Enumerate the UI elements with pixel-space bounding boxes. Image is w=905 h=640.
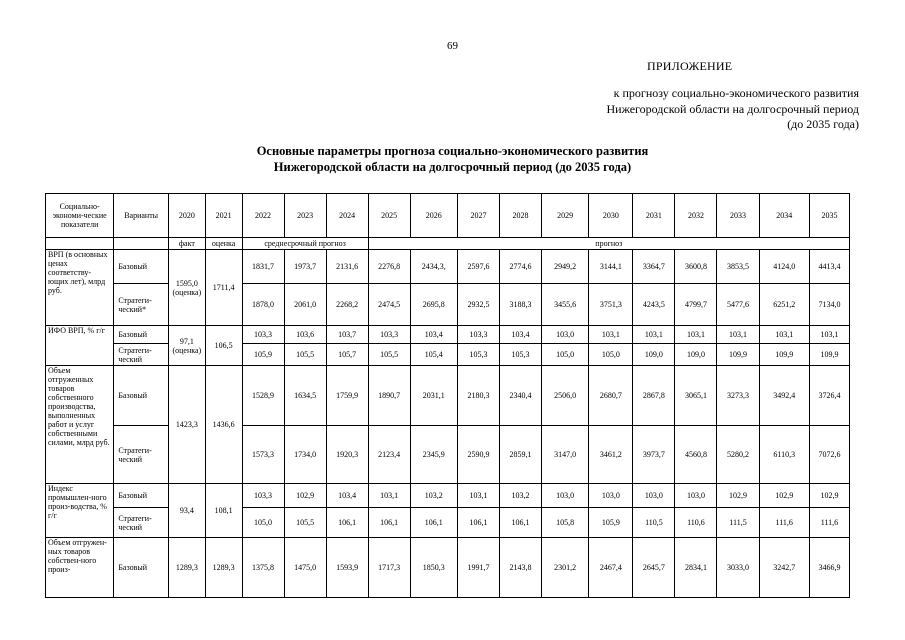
value-cell: 2695,8 <box>410 284 457 326</box>
value-cell: 110,6 <box>675 508 717 538</box>
value-cell: 3065,1 <box>675 366 717 426</box>
value-cell: 109,9 <box>717 344 759 366</box>
value-cell: 2506,0 <box>541 366 588 426</box>
value-cell: 105,4 <box>410 344 457 366</box>
table-body <box>46 194 850 598</box>
subtitle-line: (до 2035 года) <box>787 117 859 131</box>
value-cell: 103,4 <box>499 326 541 344</box>
value-cell: 2949,2 <box>541 250 588 284</box>
value-cell: 111,5 <box>717 508 759 538</box>
value-cell: 110,5 <box>633 508 675 538</box>
variant-cell: Базовый <box>114 366 169 426</box>
value-cell: 105,7 <box>326 344 368 366</box>
value-cell: 4799,7 <box>675 284 717 326</box>
variant-cell: Стратеги-ческий* <box>114 284 169 326</box>
table-row <box>46 508 850 538</box>
value-cell: 105,0 <box>242 508 284 538</box>
value-cell: 1850,3 <box>410 538 457 598</box>
subheader-empty <box>114 238 169 250</box>
title-line: Основные параметры прогноза социально-экономического развития <box>256 144 649 158</box>
value-cell: 4413,4 <box>809 250 849 284</box>
header-row <box>46 194 850 238</box>
value-cell: 105,8 <box>541 508 588 538</box>
value-cell: 102,9 <box>809 484 849 508</box>
variant-cell: Базовый <box>114 250 169 284</box>
value-cell: 106,1 <box>410 508 457 538</box>
value-cell: 2867,8 <box>633 366 675 426</box>
indicator-cell: Индекс промышлен-ного произ-водства, % г/г <box>46 484 114 538</box>
page-number: 69 <box>447 40 458 52</box>
value-cell: 3853,5 <box>717 250 759 284</box>
variant-cell: Базовый <box>114 326 169 344</box>
value-2021-cell: 1289,3 <box>205 538 242 598</box>
value-cell: 1475,0 <box>284 538 326 598</box>
value-cell: 106,1 <box>457 508 499 538</box>
value-cell: 105,0 <box>589 344 633 366</box>
value-cell: 2340,4 <box>499 366 541 426</box>
value-cell: 2859,1 <box>499 426 541 484</box>
header-year: 2020 <box>168 194 205 238</box>
value-cell: 103,1 <box>717 326 759 344</box>
subheader-medium-term: среднесрочный прогноз <box>242 238 368 250</box>
document-title <box>0 143 905 175</box>
value-cell: 103,6 <box>284 326 326 344</box>
value-cell: 103,3 <box>242 484 284 508</box>
value-cell: 103,0 <box>541 326 588 344</box>
value-cell: 1920,3 <box>326 426 368 484</box>
value-cell: 3466,9 <box>809 538 849 598</box>
value-cell: 1375,8 <box>242 538 284 598</box>
value-cell: 3455,6 <box>541 284 588 326</box>
variant-cell: Базовый <box>114 484 169 508</box>
value-cell: 2131,6 <box>326 250 368 284</box>
header-year: 2026 <box>410 194 457 238</box>
indicator-cell: ИФО ВРП, % г/г <box>46 326 114 366</box>
value-cell: 5477,6 <box>717 284 759 326</box>
table-row <box>46 250 850 284</box>
value-cell: 103,3 <box>457 326 499 344</box>
value-cell: 2645,7 <box>633 538 675 598</box>
value-2021-cell: 108,1 <box>205 484 242 538</box>
value-cell: 2345,9 <box>410 426 457 484</box>
value-cell: 1593,9 <box>326 538 368 598</box>
value-cell: 1831,7 <box>242 250 284 284</box>
indicator-cell: Объем отгружен-ных товаров собствен-ного произ- <box>46 538 114 598</box>
value-2020-cell: 1289,3 <box>168 538 205 598</box>
value-cell: 106,1 <box>499 508 541 538</box>
value-cell: 3144,1 <box>589 250 633 284</box>
indicator-cell: Объем отгруженных товаров собственного производства, выполненных работ и услуг собственными силами, млрд руб. <box>46 366 114 484</box>
value-cell: 2301,2 <box>541 538 588 598</box>
value-cell: 103,0 <box>589 484 633 508</box>
value-cell: 2590,9 <box>457 426 499 484</box>
value-cell: 2123,4 <box>368 426 410 484</box>
value-cell: 3751,3 <box>589 284 633 326</box>
value-cell: 102,9 <box>717 484 759 508</box>
value-cell: 2061,0 <box>284 284 326 326</box>
forecast-table <box>45 193 850 598</box>
value-cell: 105,3 <box>499 344 541 366</box>
value-cell: 5280,2 <box>717 426 759 484</box>
value-2020-cell: 1423,3 <box>168 366 205 484</box>
value-cell: 109,0 <box>675 344 717 366</box>
value-cell: 1734,0 <box>284 426 326 484</box>
value-cell: 103,3 <box>368 326 410 344</box>
value-cell: 103,1 <box>759 326 809 344</box>
value-cell: 3726,4 <box>809 366 849 426</box>
value-cell: 3364,7 <box>633 250 675 284</box>
table-row <box>46 484 850 508</box>
value-cell: 2680,7 <box>589 366 633 426</box>
value-cell: 106,1 <box>368 508 410 538</box>
value-cell: 111,6 <box>759 508 809 538</box>
value-cell: 2268,2 <box>326 284 368 326</box>
value-cell: 103,1 <box>368 484 410 508</box>
value-cell: 3033,0 <box>717 538 759 598</box>
value-cell: 109,9 <box>759 344 809 366</box>
subtitle-line: Нижегородской области на долгосрочный период <box>606 101 859 116</box>
appendix-subtitle <box>479 86 859 133</box>
value-cell: 3600,8 <box>675 250 717 284</box>
value-cell: 2467,4 <box>589 538 633 598</box>
value-cell: 1991,7 <box>457 538 499 598</box>
value-cell: 1717,3 <box>368 538 410 598</box>
value-cell: 1890,7 <box>368 366 410 426</box>
appendix-label: ПРИЛОЖЕНИЕ <box>647 59 733 73</box>
table-row <box>46 366 850 426</box>
header-year: 2034 <box>759 194 809 238</box>
value-cell: 105,9 <box>589 508 633 538</box>
header-year: 2032 <box>675 194 717 238</box>
value-cell: 4124,0 <box>759 250 809 284</box>
value-2021-cell: 106,5 <box>205 326 242 366</box>
value-2020-cell: 97,1 (оценка) <box>168 326 205 366</box>
value-2020-cell: 93,4 <box>168 484 205 538</box>
value-cell: 105,5 <box>284 344 326 366</box>
value-cell: 2031,1 <box>410 366 457 426</box>
header-year: 2024 <box>326 194 368 238</box>
value-cell: 103,1 <box>675 326 717 344</box>
value-cell: 2932,5 <box>457 284 499 326</box>
value-cell: 6110,3 <box>759 426 809 484</box>
value-cell: 3461,2 <box>589 426 633 484</box>
variant-cell: Стратеги-ческий <box>114 344 169 366</box>
value-cell: 4560,8 <box>675 426 717 484</box>
value-cell: 105,5 <box>368 344 410 366</box>
value-cell: 109,9 <box>809 344 849 366</box>
value-cell: 111,6 <box>809 508 849 538</box>
value-cell: 103,0 <box>675 484 717 508</box>
value-cell: 2180,3 <box>457 366 499 426</box>
variant-cell: Стратеги-ческий <box>114 426 169 484</box>
header-year: 2035 <box>809 194 849 238</box>
value-cell: 106,1 <box>326 508 368 538</box>
value-cell: 103,2 <box>410 484 457 508</box>
value-cell: 7134,0 <box>809 284 849 326</box>
value-cell: 2474,5 <box>368 284 410 326</box>
subheader-empty <box>46 238 114 250</box>
value-cell: 2276,8 <box>368 250 410 284</box>
value-cell: 3492,4 <box>759 366 809 426</box>
value-cell: 3973,7 <box>633 426 675 484</box>
value-cell: 102,9 <box>759 484 809 508</box>
table-row <box>46 344 850 366</box>
value-cell: 105,0 <box>541 344 588 366</box>
value-cell: 103,1 <box>809 326 849 344</box>
table-row <box>46 326 850 344</box>
value-cell: 2774,6 <box>499 250 541 284</box>
value-cell: 103,2 <box>499 484 541 508</box>
subtitle-line: к прогнозу социально-экономического развития <box>613 86 859 100</box>
value-cell: 103,3 <box>242 326 284 344</box>
value-cell: 3147,0 <box>541 426 588 484</box>
value-cell: 109,0 <box>633 344 675 366</box>
value-cell: 103,1 <box>457 484 499 508</box>
value-cell: 4243,5 <box>633 284 675 326</box>
title-line: Нижегородской области на долгосрочный период (до 2035 года) <box>273 160 632 174</box>
subheader-fact: факт <box>168 238 205 250</box>
header-indicator: Социально-экономи-ческие показатели <box>46 194 114 238</box>
value-cell: 103,0 <box>633 484 675 508</box>
value-cell: 7072,6 <box>809 426 849 484</box>
value-cell: 1528,9 <box>242 366 284 426</box>
value-cell: 3242,7 <box>759 538 809 598</box>
header-year: 2029 <box>541 194 588 238</box>
value-cell: 105,3 <box>457 344 499 366</box>
variant-cell: Базовый <box>114 538 169 598</box>
subheader-row <box>46 238 850 250</box>
header-variant: Варианты <box>114 194 169 238</box>
value-cell: 1573,3 <box>242 426 284 484</box>
value-2021-cell: 1436,6 <box>205 366 242 484</box>
value-cell: 103,4 <box>326 484 368 508</box>
header-year: 2022 <box>242 194 284 238</box>
header-year: 2021 <box>205 194 242 238</box>
indicator-cell: ВРП (в основных ценах соответству-ющих лет), млрд руб. <box>46 250 114 326</box>
value-2020-cell: 1595,0 (оценка) <box>168 250 205 326</box>
value-cell: 1973,7 <box>284 250 326 284</box>
value-2021-cell: 1711,4 <box>205 250 242 326</box>
header-year: 2030 <box>589 194 633 238</box>
value-cell: 102,9 <box>284 484 326 508</box>
subheader-estimate: оценка <box>205 238 242 250</box>
value-cell: 2434,3, <box>410 250 457 284</box>
value-cell: 1634,5 <box>284 366 326 426</box>
value-cell: 103,1 <box>589 326 633 344</box>
value-cell: 1759,9 <box>326 366 368 426</box>
value-cell: 2834,1 <box>675 538 717 598</box>
header-year: 2023 <box>284 194 326 238</box>
value-cell: 2143,8 <box>499 538 541 598</box>
value-cell: 3273,3 <box>717 366 759 426</box>
subheader-forecast: прогноз <box>368 238 849 250</box>
value-cell: 6251,2 <box>759 284 809 326</box>
table-row <box>46 284 850 326</box>
value-cell: 103,7 <box>326 326 368 344</box>
header-year: 2025 <box>368 194 410 238</box>
value-cell: 3188,3 <box>499 284 541 326</box>
header-year: 2028 <box>499 194 541 238</box>
header-year: 2031 <box>633 194 675 238</box>
value-cell: 2597,6 <box>457 250 499 284</box>
value-cell: 103,1 <box>633 326 675 344</box>
header-year: 2027 <box>457 194 499 238</box>
header-year: 2033 <box>717 194 759 238</box>
value-cell: 1878,0 <box>242 284 284 326</box>
table-row <box>46 426 850 484</box>
table-row <box>46 538 850 598</box>
value-cell: 105,5 <box>284 508 326 538</box>
value-cell: 103,4 <box>410 326 457 344</box>
variant-cell: Стратеги-ческий <box>114 508 169 538</box>
value-cell: 105,9 <box>242 344 284 366</box>
value-cell: 103,0 <box>541 484 588 508</box>
